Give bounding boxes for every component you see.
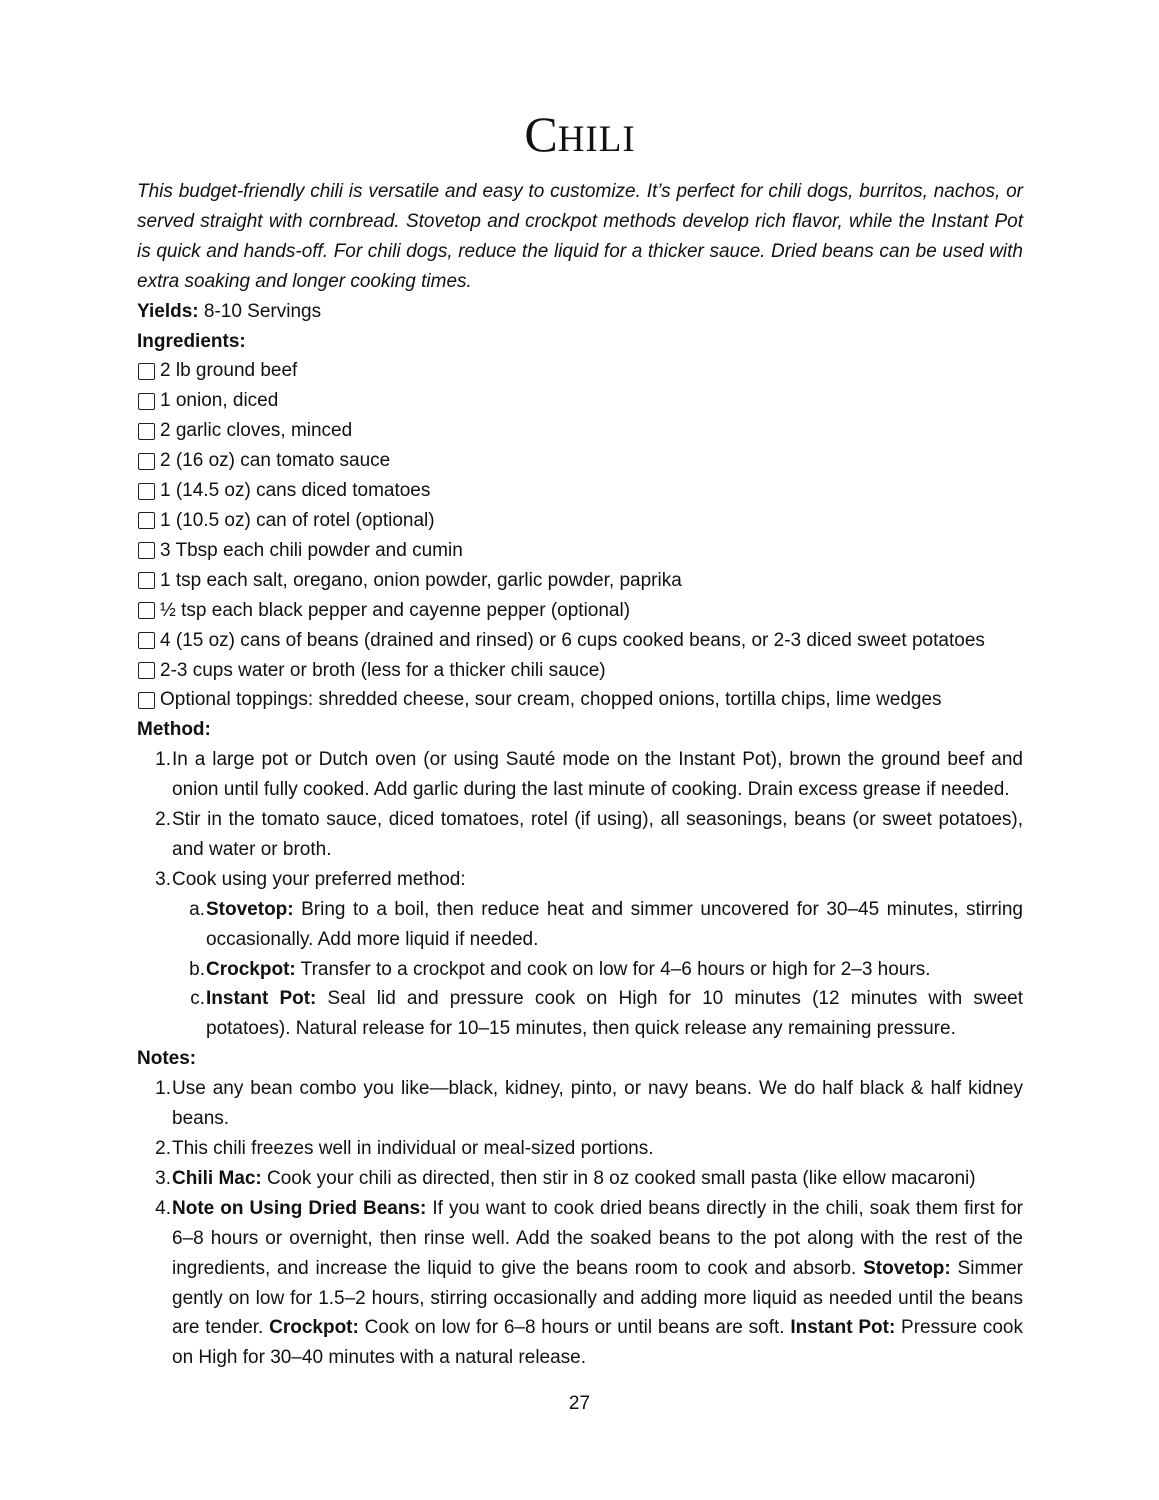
method-substep bbox=[171, 984, 1023, 1044]
substep-letter: b. bbox=[189, 958, 205, 980]
method-list bbox=[137, 745, 1023, 895]
step-number: 3. bbox=[155, 868, 171, 890]
method-heading: Method: bbox=[137, 719, 211, 741]
step-number: 2. bbox=[155, 809, 171, 831]
note-number: 4. bbox=[155, 1197, 171, 1219]
note-item bbox=[137, 1134, 1023, 1164]
checkbox[interactable] bbox=[138, 602, 155, 619]
note-bold: Instant Pot: bbox=[790, 1317, 896, 1339]
yields-label: Yields: bbox=[137, 300, 199, 322]
checkbox[interactable] bbox=[138, 423, 155, 440]
ingredient-text: 1 (14.5 oz) cans diced tomatoes bbox=[160, 480, 431, 502]
step-text: In a large pot or Dutch oven (or using Sauté mode on the Instant Pot), brown the ground beef and onion until fully cooked. Add garlic during the last minute of cooking. Drain excess grease if needed. bbox=[172, 749, 1023, 801]
ingredient-text: 3 Tbsp each chili powder and cumin bbox=[160, 539, 463, 561]
ingredient-item[interactable] bbox=[137, 656, 1023, 686]
step-text: Cook using your preferred method: bbox=[172, 868, 466, 890]
ingredient-item[interactable] bbox=[137, 536, 1023, 566]
note-number: 2. bbox=[155, 1138, 171, 1159]
method-substep bbox=[171, 955, 1023, 985]
ingredient-text: 1 (10.5 oz) can of rotel (optional) bbox=[160, 509, 435, 531]
page-title bbox=[137, 100, 1023, 174]
ingredient-text: ½ tsp each black pepper and cayenne pepper (optional) bbox=[160, 599, 631, 621]
note-item bbox=[137, 1194, 1023, 1373]
ingredient-text: 1 tsp each salt, oregano, onion powder, garlic powder, paprika bbox=[160, 569, 682, 591]
checkbox[interactable] bbox=[138, 483, 155, 500]
ingredient-text: 2 garlic cloves, minced bbox=[160, 420, 353, 442]
checkbox[interactable] bbox=[138, 453, 155, 470]
substep-letter: a. bbox=[189, 898, 205, 920]
ingredient-text: 2 lb ground beef bbox=[160, 360, 298, 382]
ingredient-item[interactable] bbox=[137, 476, 1023, 506]
checkbox[interactable] bbox=[138, 572, 155, 589]
ingredient-item[interactable] bbox=[137, 416, 1023, 446]
ingredient-text: 4 (15 oz) cans of beans (drained and rinsed) or 6 cups cooked beans, or 2-3 diced sweet potatoes bbox=[160, 629, 985, 651]
substep-text bbox=[206, 895, 1023, 955]
method-step bbox=[137, 745, 1023, 805]
substep-bold: Stovetop: bbox=[206, 898, 294, 920]
ingredients-heading: Ingredients: bbox=[137, 330, 246, 352]
substep-bold: Crockpot: bbox=[206, 958, 296, 980]
note-text: Use any bean combo you like—black, kidney, pinto, or navy beans. We do half black & half kidney beans. bbox=[172, 1078, 1023, 1130]
ingredient-text: 2-3 cups water or broth (less for a thicker chili sauce) bbox=[160, 659, 606, 681]
ingredient-text: 2 (16 oz) can tomato sauce bbox=[160, 450, 391, 472]
ingredient-item[interactable] bbox=[137, 596, 1023, 626]
ingredient-text: 1 onion, diced bbox=[160, 390, 279, 412]
method-substeps bbox=[171, 895, 1023, 1045]
substep-letter: c. bbox=[190, 988, 205, 1010]
note-bold: Chili Mac: bbox=[172, 1167, 262, 1189]
note-text: This chili freezes well in individual or meal-sized portions. bbox=[172, 1138, 654, 1159]
method-step bbox=[137, 865, 1023, 895]
method-substep bbox=[171, 895, 1023, 955]
recipe-page bbox=[137, 100, 1023, 1373]
page-number: 27 bbox=[568, 1393, 591, 1414]
step-number: 1. bbox=[155, 749, 171, 771]
checkbox[interactable] bbox=[138, 363, 155, 380]
substep-body: Transfer to a crockpot and cook on low for 4–6 hours or high for 2–3 hours. bbox=[295, 958, 931, 980]
yields-value: 8-10 Servings bbox=[203, 300, 322, 322]
ingredient-item[interactable] bbox=[137, 356, 1023, 386]
ingredient-text: Optional toppings: shredded cheese, sour cream, chopped onions, tortilla chips, lime wedges bbox=[160, 689, 942, 711]
checkbox[interactable] bbox=[138, 632, 155, 649]
ingredients-list bbox=[137, 356, 1023, 715]
substep-text bbox=[206, 984, 1023, 1044]
checkbox[interactable] bbox=[138, 692, 155, 709]
step-text: Stir in the tomato sauce, diced tomatoes, rotel (if using), all seasonings, beans (or sweet potatoes), and water or broth. bbox=[172, 809, 1023, 860]
note-item bbox=[137, 1164, 1023, 1194]
substep-body: Seal lid and pressure cook on High for 10 minutes (12 minutes with sweet potatoes). Natural release for 10–15 minutes, then quick release any remaining pressure. bbox=[206, 988, 1023, 1040]
checkbox[interactable] bbox=[138, 393, 155, 410]
title-initial: C bbox=[524, 106, 558, 162]
ingredient-item[interactable] bbox=[137, 566, 1023, 596]
checkbox[interactable] bbox=[138, 512, 155, 529]
note-body: If you want to cook dried beans directly in the chili, soak them first for 6–8 hours or overnight, then rinse well. Add the soaked beans to the pot along with the rest of the ingredients, and increase the liquid to give the beans room to cook and absorb. bbox=[172, 1197, 1023, 1279]
intro-paragraph: This budget-friendly chili is versatile and easy to customize. It’s perfect for chili dogs, burritos, nachos, or served straight with cornbread. Stovetop and crockpot methods develop rich flavor, while the Instant Pot is quick and hands-off. For chili dogs, reduce the liquid for a thicker sauce. Dried beans can be used with extra soaking and longer cooking times. bbox=[137, 181, 1023, 292]
note-body: Simmer gently on low for 1.5–2 hours, stirring occasionally and adding more liquid as needed until the beans are tender. bbox=[172, 1257, 1023, 1339]
note-body: Cook on low for 6–8 hours or until beans are soft. bbox=[358, 1317, 791, 1339]
note-item bbox=[137, 1074, 1023, 1134]
ingredient-item[interactable] bbox=[137, 685, 1023, 715]
checkbox[interactable] bbox=[138, 542, 155, 559]
note-number: 3. bbox=[155, 1167, 171, 1189]
substep-text bbox=[206, 955, 1023, 985]
ingredient-item[interactable] bbox=[137, 446, 1023, 476]
notes-heading: Notes: bbox=[137, 1048, 197, 1070]
method-step bbox=[137, 805, 1023, 865]
substep-bold: Instant Pot: bbox=[206, 988, 317, 1010]
checkbox[interactable] bbox=[138, 662, 155, 679]
note-text bbox=[172, 1164, 1023, 1194]
note-bold: Stovetop: bbox=[863, 1257, 951, 1279]
note-bold: Crockpot: bbox=[269, 1317, 359, 1339]
notes-list bbox=[137, 1074, 1023, 1373]
yields-line bbox=[137, 297, 1023, 327]
ingredient-item[interactable] bbox=[137, 506, 1023, 536]
note-bold: Note on Using Dried Beans: bbox=[172, 1197, 427, 1219]
note-text bbox=[172, 1194, 1023, 1373]
note-body: Cook your chili as directed, then stir in 8 oz cooked small pasta (like ellow macaroni) bbox=[261, 1167, 976, 1189]
note-number: 1. bbox=[155, 1078, 171, 1100]
substep-body: Bring to a boil, then reduce heat and simmer uncovered for 30–45 minutes, stirring occasionally. Add more liquid if needed. bbox=[206, 898, 1023, 950]
note-body: Pressure cook on High for 30–40 minutes with a natural release. bbox=[172, 1317, 1023, 1369]
title-rest: HILI bbox=[557, 119, 636, 160]
ingredient-item[interactable] bbox=[137, 386, 1023, 416]
ingredient-item[interactable] bbox=[137, 626, 1023, 656]
